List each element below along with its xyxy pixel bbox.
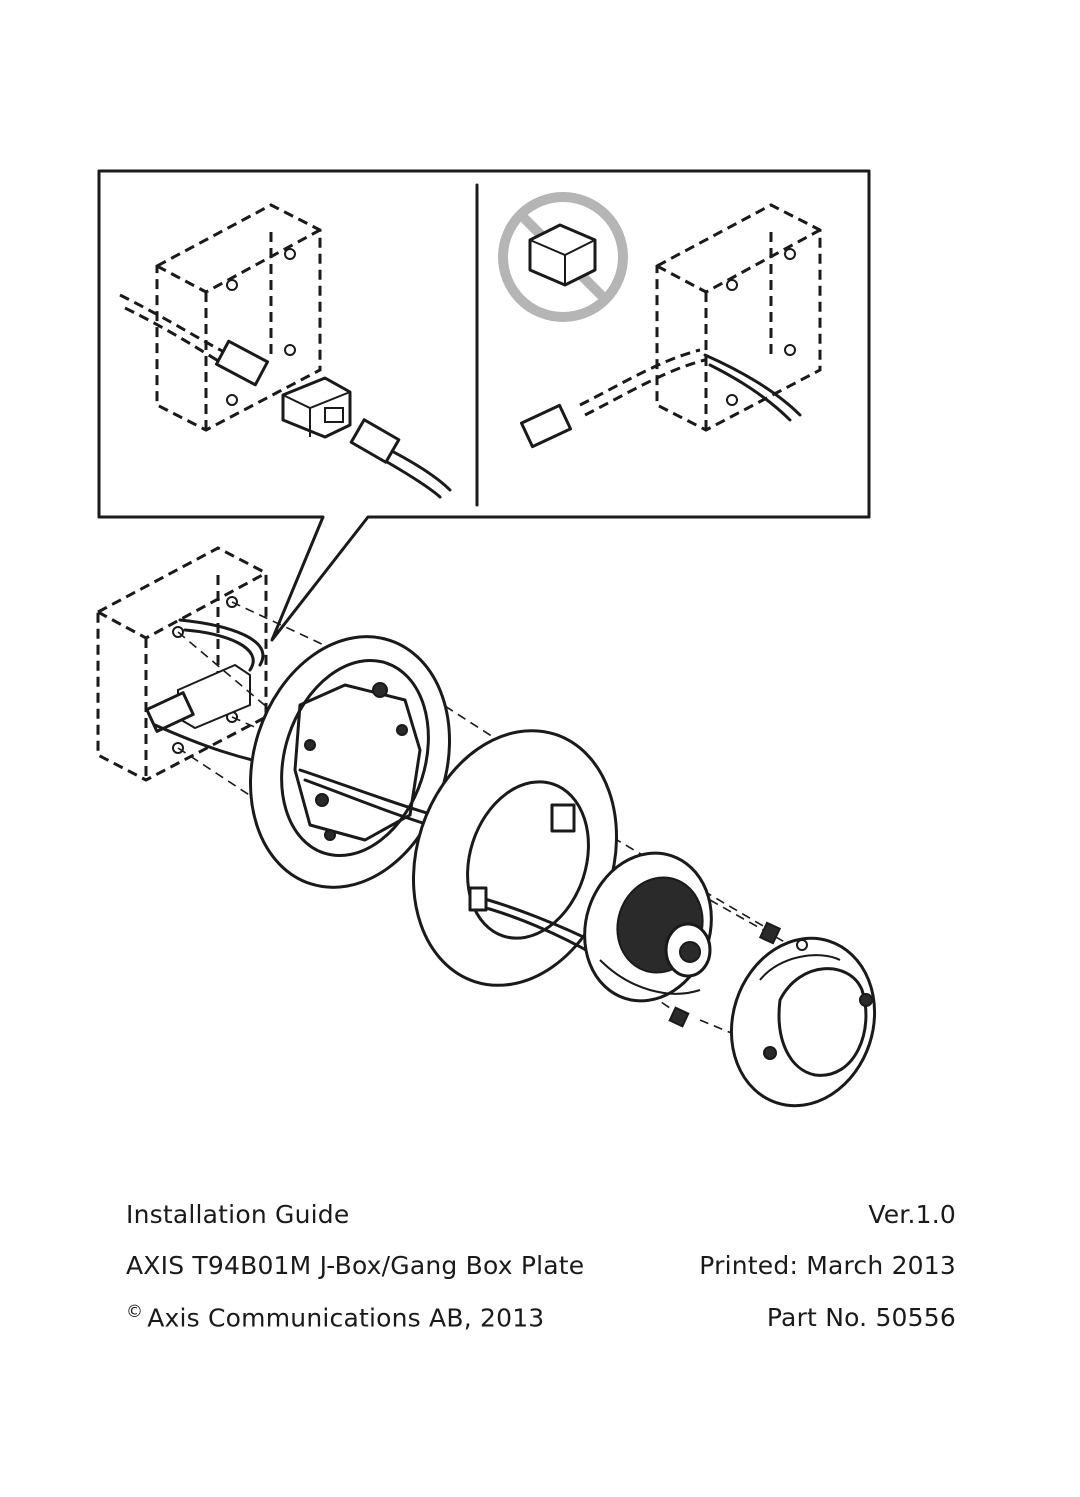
- product-name: AXIS T94B01M J-Box/Gang Box Plate: [126, 1251, 585, 1280]
- footer-line-2: [126, 1251, 956, 1287]
- copyright-symbol: ©: [126, 1302, 144, 1322]
- version: Ver.1.0: [868, 1200, 956, 1229]
- part-number: Part No. 50556: [766, 1303, 956, 1333]
- printed-date: Printed: March 2013: [699, 1251, 956, 1280]
- copyright-text: Axis Communications AB, 2013: [147, 1303, 545, 1333]
- copyright: [126, 1302, 544, 1332]
- footer-line-1: [126, 1200, 956, 1236]
- callout-box: [99, 171, 869, 640]
- footer-line-3: [126, 1302, 956, 1338]
- document-title: Installation Guide: [126, 1200, 350, 1229]
- dome-cover: [710, 920, 896, 1125]
